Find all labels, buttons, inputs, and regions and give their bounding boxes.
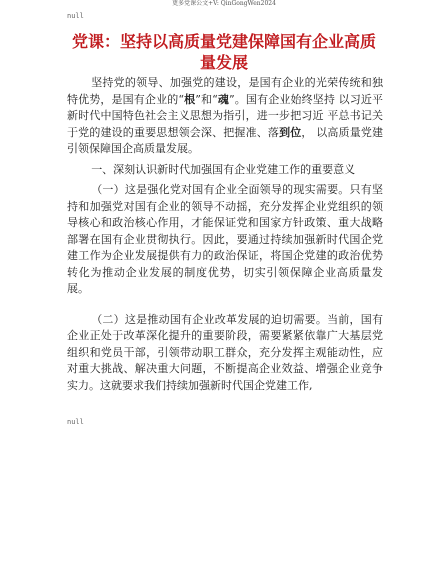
document-title: 党课：坚持以高质量党建保障国有企业高质量发展 [71,32,376,72]
implement-keyword: 到位 [279,125,302,139]
paragraph-two: （二）这是推动国有企业改革发展的迫切需要。当前，国有企业正处于改革深化提升的重要阶段，需要紧紧依靠广大基层党组织和党员干部，引领带动职工群众，充分发挥主观能动性，应对重大挑战、解决重大问题，不断提高企业效益、增强企业竞争实力。这就要求我们持续加强新时代国企党建工作, [67,312,383,392]
document-body [67,75,383,394]
header-marker: null [67,12,84,20]
intro-paragraph [67,75,383,158]
intro-text-1: 坚持党的领导、加强党的建设，是国有企业的光荣传统和独特优势，是国有企业的“ [67,76,383,106]
top-banner: 更多党课公文+V: QinGongWen2024 [172,0,276,7]
root-keyword: 根 [183,92,196,106]
intro-text-3: ”。国有企业始终坚持 以习近平新时代中国特色社会主义思想为指引，进一步把习近 平总书记关于党的建设的重要思想领会深、把握准、落 [67,92,384,139]
intro-text-4: ， 以高质量党建引领保障国企高质量发展。 [67,125,384,155]
footer-marker: null [67,418,84,426]
section-heading: 一、深刻认识新时代加强国有企业党建工作的重要意义 [91,162,356,176]
soul-keyword: 魂 [217,92,230,106]
intro-text-2: ”和“ [195,92,218,106]
paragraph-one: （一）这是强化党对国有企业全面领导的现实需要。只有坚持和加强党对国有企业的领导不动摇，充分发挥企业党组织的领导核心和政治核心作用，才能保证党和国家方针政策、重大战略部署在国有企业贯彻执行。因此，要通过持续加强新时代国企党建工作为企业发展提供有力的政治保证，将国企党建的政治优势转化为推动企业发展的制度优势，切实引领保障企业高质量发展。 [67,183,383,295]
